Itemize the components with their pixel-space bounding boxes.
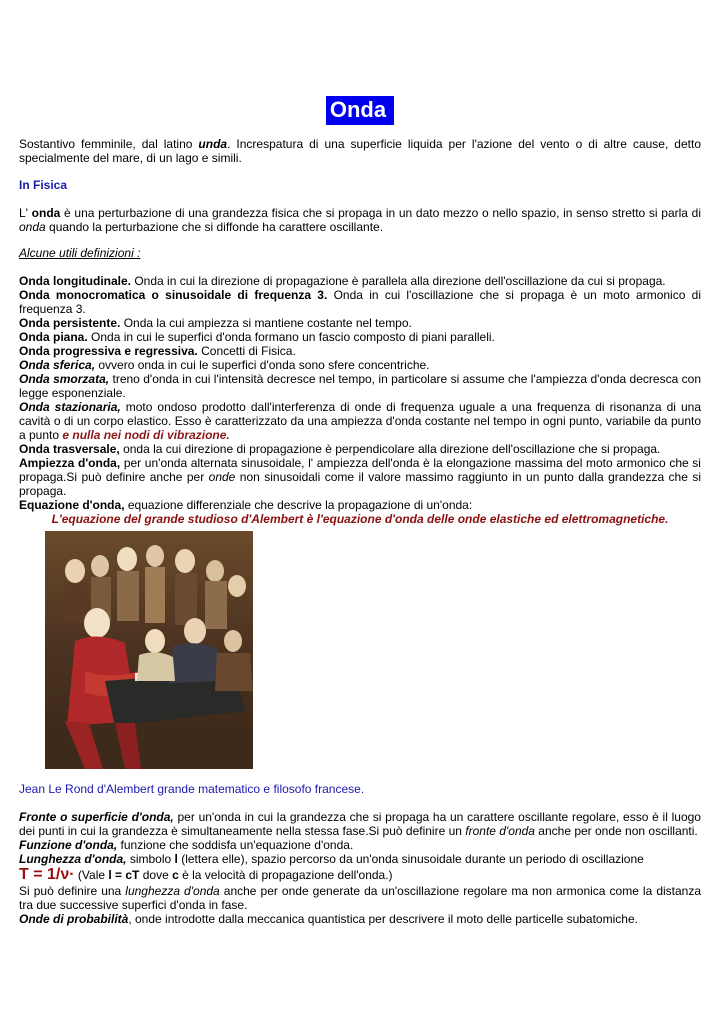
def-item: [19, 344, 701, 358]
si-puo-em: lunghezza d'onda: [125, 884, 220, 898]
def-item-text: onda la cui direzione di propagazione è perpendicolare alla direzione dell'oscillazione che si propaga.: [119, 442, 661, 456]
def-item-extra: e nulla nei nodi di vibrazione.: [62, 428, 230, 442]
si-puo-text-a: Si può definire una: [19, 884, 126, 898]
def-item-term: Equazione d'onda,: [19, 498, 125, 512]
funzione-text: funzione che soddisfa un'equazione d'onda.: [117, 838, 354, 852]
image-caption-text: Jean Le Rond d'Alembert grande matematico e filosofo francese.: [19, 782, 365, 796]
def-item-text: treno d'onda in cui l'intensità decresce nel tempo, in particolare si assume che l'ampiezza d'onda decresca con legge esponenziale.: [19, 372, 701, 400]
image-caption: [19, 782, 701, 796]
fronte-term: Fronte o superficie d'onda,: [19, 810, 174, 824]
funzione-item: [19, 838, 701, 852]
def-term-italic: onda: [19, 220, 46, 234]
in-fisica-heading: [19, 178, 701, 192]
def-item-term: Onda trasversale,: [19, 442, 120, 456]
lunghezza-text-b: (lettera elle), spazio percorso da un'onda sinusoidale durante un periodo di oscillazione: [177, 852, 644, 866]
lunghezza-item: [19, 852, 701, 866]
intro-latin: unda: [198, 137, 228, 151]
def-item: [19, 316, 701, 330]
fronte-text2: anche per onde non oscillanti.: [534, 824, 698, 838]
def-item-term: Onda sferica,: [19, 358, 96, 372]
alembert-quote-text: L'equazione del grande studioso d'Alembert è l'equazione d'onda delle onde elastiche ed elettromagnetiche.: [51, 512, 669, 526]
lunghezza-term: Lunghezza d'onda,: [19, 852, 127, 866]
def-item-term: Onda piana.: [19, 330, 88, 344]
formula-text-b: l = cT: [108, 868, 140, 882]
def-text-e: quando la perturbazione che si diffonde ha carattere oscillante.: [45, 220, 384, 234]
lunghezza-symbol: l: [174, 852, 178, 866]
def-item-text: Onda la cui ampiezza si mantiene costante nel tempo.: [120, 316, 412, 330]
si-puo-text-b: anche per onde generate da un'oscillazione regolare ma non armonica come la distanza tra due successive superfici d'onda in fase.: [19, 884, 702, 912]
def-item: [19, 498, 701, 512]
def-item: [19, 330, 701, 344]
definition-paragraph: [19, 206, 701, 234]
def-item-term: Onda smorzata,: [19, 372, 110, 386]
definitions-heading-text: Alcune utili definizioni :: [19, 246, 141, 260]
definitions-heading: [19, 246, 701, 260]
def-text-c: è una perturbazione di una grandezza fisica che si propaga in un dato mezzo o nello spazio, in senso stretto si parla di: [60, 206, 701, 220]
fronte-item: [19, 810, 701, 838]
probabilita-item: [19, 912, 701, 926]
si-puo-item: [19, 884, 701, 912]
in-fisica-label: In Fisica: [19, 178, 68, 192]
formula-text-c: dove: [139, 868, 173, 882]
probabilita-term: Onde di probabilità: [19, 912, 129, 926]
intro-paragraph: [19, 137, 701, 165]
formula-line: [19, 866, 701, 884]
intro-text: Sostantivo femminile, dal latino: [19, 137, 199, 151]
def-item: [19, 358, 701, 372]
def-item-text: per un'onda alternata sinusoidale, l' ampiezza dell'onda è la elongazione massima del moto armonico che si propaga.Si può definire anche per: [19, 456, 701, 484]
def-item: [19, 442, 701, 456]
def-term: onda: [31, 206, 61, 220]
alembert-quote: [19, 512, 701, 526]
def-text-a: L': [19, 206, 32, 220]
formula-text-d: c: [172, 868, 179, 882]
def-item-em: onde: [208, 470, 236, 484]
def-item: [19, 456, 701, 498]
def-item: [19, 274, 701, 288]
funzione-term: Funzione d'onda,: [19, 838, 118, 852]
def-item-text: Concetti di Fisica.: [197, 344, 296, 358]
def-item-text: Onda in cui la direzione di propagazione è parallela alla direzione dell'oscillazione da cui si propaga.: [131, 274, 666, 288]
def-item-text: equazione differenziale che descrive la propagazione di un'onda:: [124, 498, 473, 512]
fronte-text: per un'onda in cui la grandezza che si propaga ha un carattere oscillante regolare, esso è il luogo dei punti in cui la grandezza è simultaneamente nella stessa fase.Si può definire un: [19, 810, 701, 838]
title-wrap: [19, 96, 701, 125]
lunghezza-text-a: simbolo: [126, 852, 175, 866]
def-item-text2: non sinusoidali come il valore massimo raggiunto in un punto dalla grandezza che si propaga.: [19, 470, 701, 498]
page-title: Onda: [326, 96, 394, 125]
def-item-text: moto ondoso prodotto dall'interferenza di onde di frequenza uguale a una frequenza di risonanza di una cavità o di un corpo elastico. Esso è caratterizzato da una ampiezza d'onda costante nel tempo in ogni punto, variabile da punto a punto: [19, 400, 701, 442]
def-item-term: Onda monocromatica o sinusoidale di frequenza 3.: [19, 288, 328, 302]
period-formula: T = 1/ν·: [19, 866, 75, 883]
probabilita-text: , onde introdotte dalla meccanica quantistica per descrivere il moto delle particelle subatomiche.: [128, 912, 638, 926]
formula-text-e: è la velocità di propagazione dell'onda.): [178, 868, 393, 882]
alembert-painting: [45, 531, 253, 769]
intro-text-end: . Increspatura di una superficie liquida per l'azione del vento o di altre cause, detto specialmente del mare, di un lago e simili.: [19, 137, 701, 165]
fronte-em: fronte d'onda: [465, 824, 535, 838]
def-item-term: Onda progressiva e regressiva.: [19, 344, 198, 358]
def-item: [19, 372, 701, 400]
def-item-term: Onda persistente.: [19, 316, 121, 330]
definitions-list: [19, 274, 701, 526]
def-item-text: Onda in cui le superfici d'onda formano un fascio composto di piani paralleli.: [87, 330, 495, 344]
def-item-term: Onda stazionaria,: [19, 400, 121, 414]
def-item: [19, 288, 701, 316]
def-item-text: ovvero onda in cui le superfici d'onda sono sfere concentriche.: [95, 358, 430, 372]
def-item: [19, 400, 701, 442]
formula-text-a: (Vale: [74, 868, 109, 882]
def-item-term: Onda longitudinale.: [19, 274, 131, 288]
def-item-term: Ampiezza d'onda,: [19, 456, 121, 470]
second-list: [19, 810, 701, 926]
def-item-text: Onda in cui l'oscillazione che si propaga è un moto armonico di frequenza 3.: [19, 288, 701, 316]
